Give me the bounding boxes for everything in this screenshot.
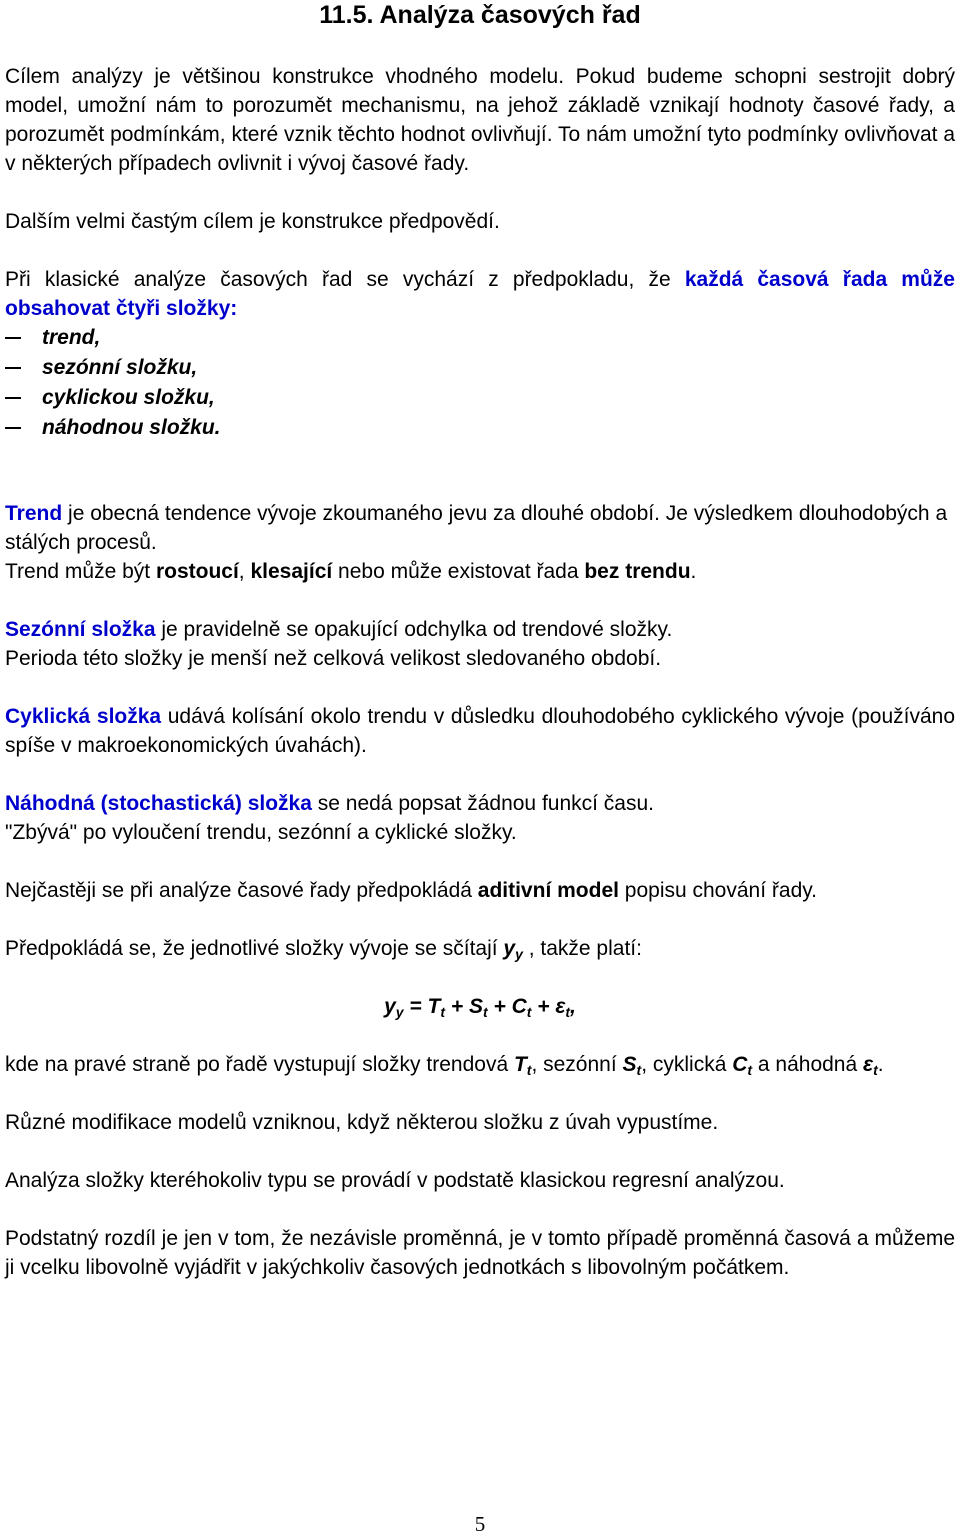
list-item-cyclic bbox=[5, 383, 955, 413]
difference-paragraph: Podstatný rozdíl je jen v tom, že nezávisle proměnná, je v tomto případě proměnná časová a můžeme ji vcelku libovolně vyjádřit v jakýchkoliv časových jednotkách s libovolným počátkem. bbox=[5, 1227, 955, 1279]
sum-paragraph bbox=[5, 934, 955, 963]
list-item-trend bbox=[5, 323, 955, 353]
sum-y-subscript: y bbox=[515, 946, 523, 962]
list-item-random bbox=[5, 413, 955, 443]
where-S: S bbox=[622, 1053, 637, 1076]
seasonal-text-1: je pravidelně se opakující odchylka od trendové složky. bbox=[155, 618, 673, 641]
trend-rising: rostoucí bbox=[155, 560, 239, 583]
dash-bullet-icon bbox=[5, 427, 21, 429]
where-text-2: , sezónní bbox=[531, 1053, 623, 1076]
trend-falling: klesající bbox=[250, 560, 333, 583]
trend-end: . bbox=[690, 560, 697, 583]
cyclic-text: udává kolísání okolo trendu v důsledku dlouhodobého cyklického vývoje (používáno spíše v makroekonomických úvahách). bbox=[5, 705, 955, 757]
trend-sep: , bbox=[238, 560, 251, 583]
additive-model-term: aditivní model bbox=[477, 879, 619, 902]
list-item-label: trend, bbox=[42, 326, 101, 349]
formula-plus: + bbox=[487, 995, 512, 1018]
trend-paragraph bbox=[5, 499, 955, 586]
intro-text-2: To nám umožní tyto podmínky ovlivňovat a v některých případech ovlivnit i vývoj časové řady. bbox=[5, 123, 956, 175]
formula-eq: = bbox=[403, 995, 428, 1018]
formula-S-subscript: t bbox=[482, 1004, 488, 1020]
intro-text-1: Cílem analýzy je většinou konstrukce vhodného modelu. Pokud budeme schopni sestrojit dobrý model, umožní nám to porozumět mechanismu, na jehož základě vznikají hodnoty časové řady, a porozumět podmínkám, které vznik těchto hodnot ovlivňují. bbox=[5, 65, 955, 146]
trend-text-3: nebo může existovat řada bbox=[332, 560, 585, 583]
sum-text-1: Předpokládá se, že jednotlivé složky vývoje se sčítají bbox=[5, 937, 504, 960]
seasonal-term: Sezónní složka bbox=[5, 618, 156, 641]
cyclic-paragraph bbox=[5, 702, 955, 760]
where-T: T bbox=[513, 1053, 527, 1076]
where-S-subscript: t bbox=[636, 1062, 642, 1078]
formula-C-subscript: t bbox=[526, 1004, 532, 1020]
additive-model-paragraph bbox=[5, 876, 955, 905]
where-T-subscript: t bbox=[526, 1062, 532, 1078]
where-text-1: kde na pravé straně po řadě vystupují složky trendová bbox=[5, 1053, 514, 1076]
seasonal-text-2: Perioda této složky je menší než celková velikost sledovaného období. bbox=[5, 647, 662, 670]
seasonal-paragraph bbox=[5, 615, 955, 673]
formula-T: T bbox=[427, 995, 441, 1018]
dash-bullet-icon bbox=[5, 397, 21, 399]
list-item-seasonal bbox=[5, 353, 955, 383]
formula-plus: + bbox=[531, 995, 556, 1018]
where-end: . bbox=[877, 1053, 884, 1076]
formula-explanation-paragraph bbox=[5, 1050, 955, 1079]
where-epsilon: ε bbox=[863, 1053, 874, 1076]
regression-paragraph: Analýza složky kteréhokoliv typu se provádí v podstatě klasickou regresní analýzou. bbox=[5, 1169, 785, 1192]
formula-tail: , bbox=[570, 995, 576, 1018]
page-number: 5 bbox=[474, 1512, 486, 1536]
dash-bullet-icon bbox=[5, 337, 21, 339]
where-epsilon-subscript: t bbox=[873, 1062, 878, 1078]
components-intro-highlight: každá časová řada může obsahovat čtyři složky: bbox=[5, 268, 955, 320]
list-item-label: sezónní složku, bbox=[42, 356, 198, 379]
intro-paragraph bbox=[5, 62, 955, 178]
random-text-2: "Zbývá" po vyloučení trendu, sezónní a cyklické složky. bbox=[5, 821, 517, 844]
where-C-subscript: t bbox=[747, 1062, 753, 1078]
where-text-3: , cyklická bbox=[641, 1053, 733, 1076]
list-item-label: cyklickou složku, bbox=[42, 386, 215, 409]
forecast-paragraph: Dalším velmi častým cílem je konstrukce předpovědí. bbox=[5, 210, 500, 233]
additive-text-2: popisu chování řady. bbox=[618, 879, 818, 902]
formula-epsilon: ε bbox=[555, 995, 566, 1018]
random-paragraph bbox=[5, 789, 955, 847]
formula-y: y bbox=[384, 995, 396, 1018]
where-text-4: a náhodná bbox=[752, 1053, 863, 1076]
section-heading: 11.5. Analýza časových řad bbox=[319, 1, 641, 29]
list-item-label: náhodnou složku. bbox=[42, 416, 221, 439]
components-list bbox=[5, 323, 955, 443]
components-intro-paragraph bbox=[5, 265, 955, 323]
formula-C: C bbox=[511, 995, 527, 1018]
formula-S: S bbox=[468, 995, 483, 1018]
trend-term: Trend bbox=[5, 502, 63, 525]
formula-T-subscript: t bbox=[440, 1004, 445, 1020]
sum-text-2: , takže platí: bbox=[522, 937, 642, 960]
sum-y: y bbox=[503, 937, 516, 960]
formula-plus: + bbox=[445, 995, 469, 1018]
where-C: C bbox=[732, 1053, 748, 1076]
formula-epsilon-subscript: t bbox=[565, 1004, 571, 1020]
components-intro-lead: Při klasické analýze časových řad se vychází z předpokladu, že bbox=[5, 268, 685, 291]
modifications-paragraph: Různé modifikace modelů vzniknou, když některou složku z úvah vypustíme. bbox=[5, 1111, 719, 1134]
random-term: Náhodná (stochastická) složka bbox=[5, 792, 312, 815]
cyclic-term: Cyklická složka bbox=[5, 705, 162, 728]
additive-formula bbox=[5, 992, 955, 1021]
trend-none: bez trendu bbox=[584, 560, 691, 583]
formula-y-subscript: y bbox=[395, 1004, 404, 1020]
additive-text-1: Nejčastěji se při analýze časové řady předpokládá bbox=[5, 879, 478, 902]
dash-bullet-icon bbox=[5, 367, 21, 369]
random-text-1: se nedá popsat žádnou funkcí času. bbox=[311, 792, 654, 815]
trend-text-1: je obecná tendence vývoje zkoumaného jevu za dlouhé období. Je výsledkem dlouhodobých a stálých procesů. bbox=[5, 502, 948, 554]
document-page bbox=[5, 0, 955, 1282]
trend-text-2: Trend může být bbox=[5, 560, 156, 583]
